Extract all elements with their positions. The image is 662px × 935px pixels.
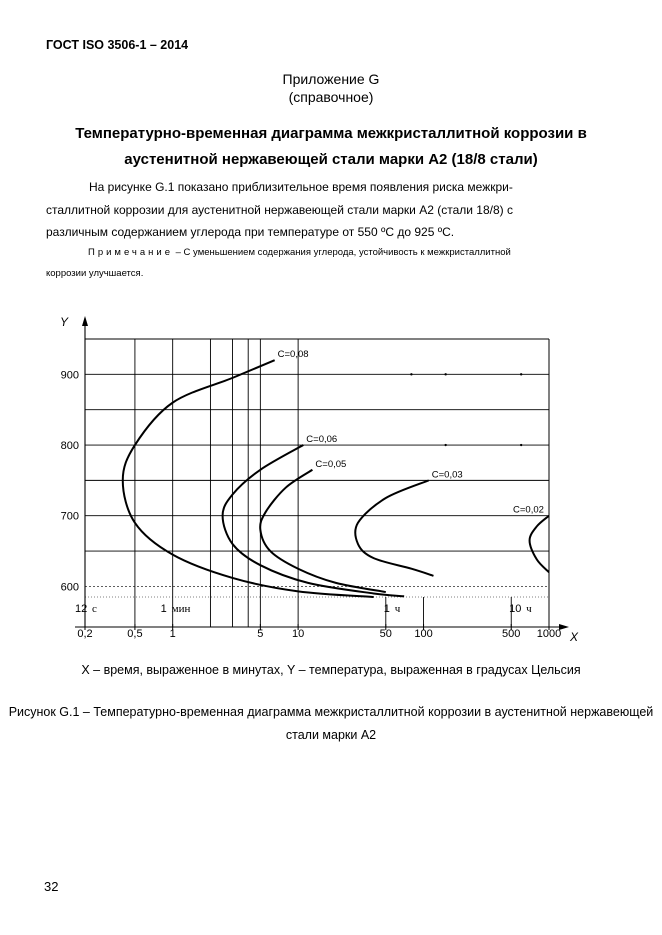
x-tick-label: 50 — [379, 628, 392, 640]
grid-dot — [520, 373, 522, 375]
corrosion-curve — [355, 480, 433, 575]
document-header: ГОСТ ISO 3506-1 – 2014 — [46, 38, 189, 52]
x-tick-label: 0,2 — [77, 628, 93, 640]
time-marker-unit: ч — [526, 603, 532, 615]
y-axis-label: Y — [60, 315, 69, 329]
time-marker-value: 1 — [383, 603, 390, 615]
x-tick-label: 500 — [502, 628, 521, 640]
curve-label: C=0,08 — [277, 349, 309, 361]
x-tick-label: 1 — [169, 628, 176, 640]
time-marker-unit: ч — [394, 603, 401, 615]
note-label: Примечание — [88, 247, 173, 258]
grid-dot — [520, 444, 522, 446]
corrosion-curve — [530, 516, 549, 573]
x-tick-label: 5 — [257, 628, 264, 640]
y-tick-label: 700 — [60, 510, 79, 523]
curve-label: C=0,05 — [315, 458, 347, 470]
body-text-line: сталлитной коррозии для аустенитной нержавеющей стали марки А2 (стали 18/8) с — [46, 203, 513, 217]
grid-dot — [444, 373, 446, 375]
curve-label: C=0,06 — [306, 434, 338, 446]
time-marker-value: 10 — [509, 603, 522, 615]
figure-caption: Рисунок G.1 – Температурно-временная диаграмма межкристаллитной коррозии в аустенитной нержавеющей стали марки А2 — [8, 705, 654, 742]
annex-title: Приложение G — [282, 71, 380, 87]
note-line: коррозии улучшается. — [46, 268, 144, 279]
section-title-line: Температурно-временная диаграмма межкристаллитной коррозии в — [75, 125, 587, 142]
curve-label: C=0,02 — [513, 504, 544, 516]
grid-dot — [444, 444, 446, 446]
time-marker-value: 12 — [75, 603, 88, 615]
x-tick-label: 100 — [414, 628, 433, 640]
section-title-line: аустенитной нержавеющей стали марки А2 (18/8 стали) — [124, 151, 538, 168]
x-tick-label: 10 — [291, 628, 305, 640]
time-marker-unit: мин — [171, 603, 191, 615]
note-text: – С уменьшением содержания углерода, устойчивость к межкристаллитной — [173, 247, 511, 258]
annex-subtitle: (справочное) — [288, 89, 374, 105]
x-tick-label: 1000 — [536, 628, 562, 640]
grid-dot — [410, 373, 412, 375]
body-text-line: различным содержанием углерода при температуре от 550 ºС до 925 ºС. — [46, 225, 455, 239]
y-tick-label: 600 — [60, 581, 79, 594]
x-axis-label: X — [570, 630, 579, 644]
y-tick-label: 900 — [60, 369, 79, 382]
curve-label: C=0,03 — [431, 469, 463, 481]
x-tick-label: 0,5 — [127, 628, 143, 640]
corrosion-curve — [223, 445, 405, 596]
y-axis-arrow — [82, 316, 88, 326]
page-number: 32 — [44, 879, 59, 894]
time-marker-value: 1 — [160, 603, 167, 615]
time-marker-unit: с — [92, 603, 97, 615]
y-tick-label: 800 — [60, 440, 79, 453]
body-text-line: На рисунке G.1 показано приблизительное время появления риска межкри- — [89, 180, 513, 194]
axis-caption: X – время, выраженное в минутах, Y – температура, выраженная в градусах Цельсия — [81, 663, 581, 677]
